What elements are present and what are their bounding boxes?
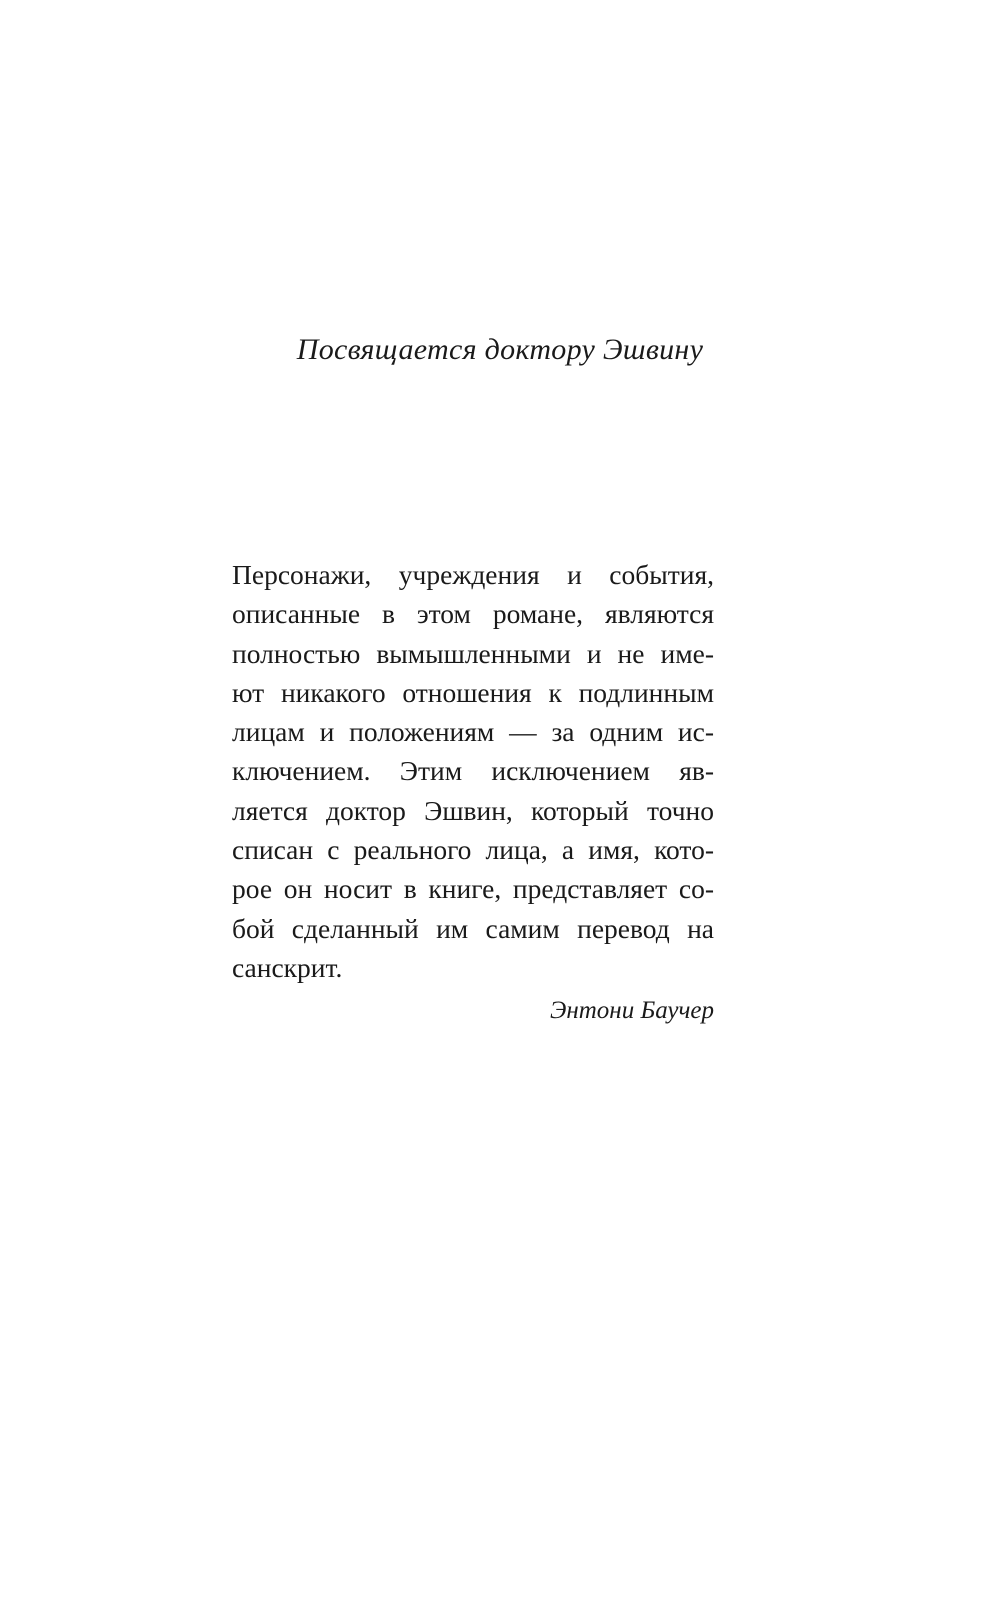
disclaimer-line: ляется доктор Эшвин, который точно — [232, 794, 714, 826]
disclaimer-line: полностью вымышленными и не име- — [232, 637, 714, 669]
disclaimer-line: ключением. Этим исключением яв- — [232, 755, 714, 787]
disclaimer-line: санскрит. — [232, 951, 343, 983]
disclaimer-line: ют никакого отношения к подлинным — [232, 676, 714, 708]
dedication-text: Посвящается доктору Эшвину — [296, 333, 704, 366]
author-signature: Энтони Баучер — [549, 997, 714, 1025]
disclaimer-line: списан с реального лица, а имя, кото- — [232, 834, 714, 866]
disclaimer-line: Персонажи, учреждения и события, — [232, 559, 714, 590]
disclaimer-line: лицам и положениям — за одним ис- — [232, 716, 714, 748]
disclaimer-line: бой сделанный им самим перевод на — [232, 912, 714, 944]
disclaimer-block — [232, 555, 714, 1029]
disclaimer-line: рое он носит в книге, представляет со- — [232, 873, 714, 905]
disclaimer-line: описанные в этом романе, являются — [232, 598, 714, 630]
